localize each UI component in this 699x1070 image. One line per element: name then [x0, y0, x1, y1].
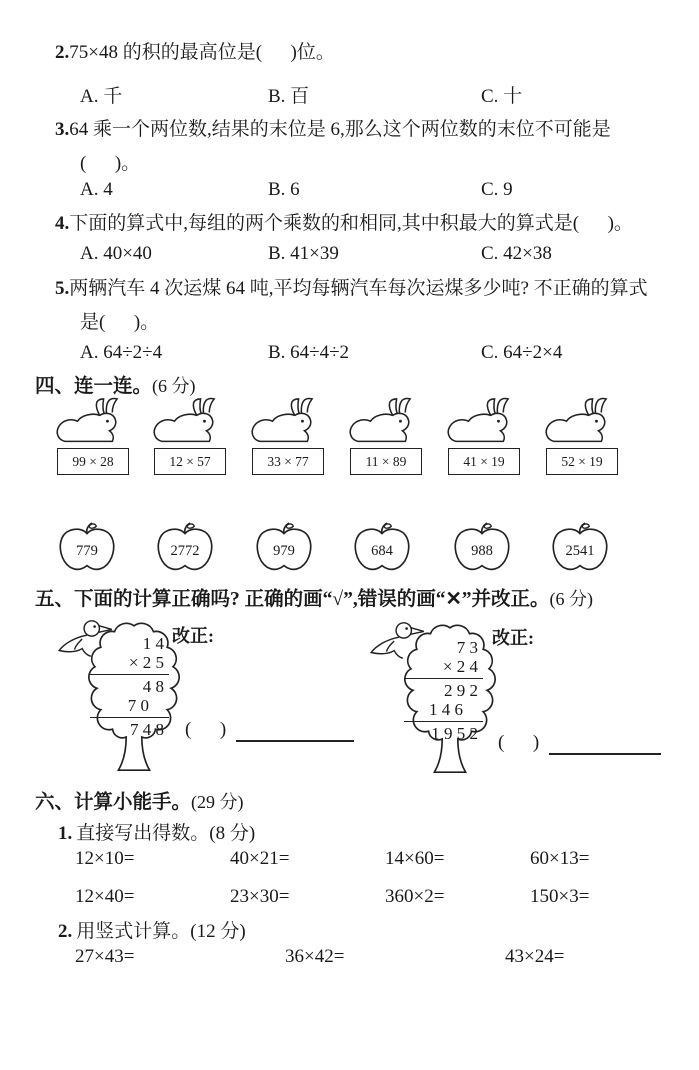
work-right-multiplicand: 7 3	[456, 638, 478, 657]
rabbit-row	[0, 397, 699, 477]
apple-number: 684	[371, 543, 393, 559]
oral-calc-expression: 360×2=	[385, 886, 445, 907]
question-4-option-a: A. 40×40	[80, 243, 152, 264]
work-right	[412, 638, 478, 743]
rabbit-sign: 99 × 28	[57, 448, 129, 475]
rabbit-item	[46, 397, 140, 475]
question-3-text-line1: 64 乘一个两位数,结果的末位是 6,那么这个两位数的末位不可能是	[69, 119, 611, 140]
question-5-text-line1: 两辆汽车 4 次运煤 64 吨,平均每辆汽车每次运煤多少吨? 不正确的算式	[69, 278, 648, 299]
question-5-text-line2: 是( )。	[80, 312, 160, 333]
question-4-option-c: C. 42×38	[481, 243, 552, 264]
work-left-multiplicand: 1 4	[142, 634, 164, 653]
question-3-option-c: C. 9	[481, 179, 513, 200]
rabbit-sign: 52 × 19	[546, 448, 618, 475]
question-5-option-b: B. 64÷4÷2	[268, 342, 350, 363]
section-6-score: (29 分)	[191, 792, 244, 812]
apple-number: 2541	[565, 543, 595, 559]
question-5-number: 5.	[55, 278, 70, 299]
work-left-multiplier: × 2 5	[128, 653, 164, 672]
apple-number: 988	[471, 543, 493, 559]
question-2-option-a: A. 千	[80, 86, 123, 107]
question-2-option-b: B. 百	[268, 86, 310, 107]
work-right-rule-2	[404, 721, 483, 722]
question-3-option-b: B. 6	[268, 179, 300, 200]
question-3-text-line2: ( )。	[80, 153, 141, 174]
sub-2-number: 2.	[58, 921, 73, 942]
work-left-rule-1	[90, 674, 169, 675]
column-calc-expression: 27×43=	[75, 946, 135, 967]
work-right-partial-2: 1 4 6	[429, 700, 463, 719]
column-calc-expression: 36×42=	[285, 946, 345, 967]
sub-2-title: 用竖式计算。(12 分)	[76, 921, 246, 942]
question-4	[55, 212, 633, 235]
work-left-partial-2: 7 0	[127, 696, 149, 715]
rabbit-icon	[539, 397, 623, 453]
question-4-option-b: B. 41×39	[268, 243, 339, 264]
apple-number: 779	[76, 543, 98, 559]
apple-number: 2772	[170, 543, 200, 559]
rabbit-icon	[441, 397, 525, 453]
question-2-number: 2.	[55, 42, 70, 63]
work-right-partial-1: 2 9 2	[444, 681, 478, 700]
column-calc-expression: 43×24=	[505, 946, 565, 967]
oral-calc-expression: 14×60=	[385, 848, 445, 869]
section-5-heading-text: 五、下面的计算正确吗? 正确的画“√”,错误的画“✕”并改正。	[35, 589, 550, 610]
work-right-multiplier: × 2 4	[442, 657, 478, 676]
oral-calc-expression: 12×40=	[75, 886, 135, 907]
apple-item	[551, 521, 609, 573]
question-4-text: 下面的算式中,每组的两个乘数的和相同,其中积最大的算式是( )。	[69, 213, 633, 234]
section-4-heading	[35, 370, 196, 398]
question-3-option-a: A. 4	[80, 179, 113, 200]
question-3-number: 3.	[55, 119, 70, 140]
work-left	[98, 634, 164, 739]
rabbit-sign: 41 × 19	[448, 448, 520, 475]
question-5-option-a: A. 64÷2÷4	[80, 342, 163, 363]
section-5-heading	[35, 583, 593, 611]
rabbit-sign: 33 × 77	[252, 448, 324, 475]
question-3	[55, 118, 611, 141]
rabbit-item	[437, 397, 531, 475]
rabbit-item	[339, 397, 433, 475]
correction-label-left: 改正:	[172, 626, 214, 646]
oral-calc-expression: 12×10=	[75, 848, 135, 869]
apple-item	[255, 521, 313, 573]
rabbit-icon	[245, 397, 329, 453]
rabbit-sign: 11 × 89	[350, 448, 422, 475]
work-left-partial-1: 4 8	[142, 677, 164, 696]
work-left-result: 7 4 8	[130, 720, 164, 739]
rabbit-sign: 12 × 57	[154, 448, 226, 475]
correction-label-right: 改正:	[492, 628, 534, 648]
question-5-option-c: C. 64÷2×4	[481, 342, 563, 363]
oral-calc-expression: 40×21=	[230, 848, 290, 869]
apple-row	[0, 521, 699, 579]
apple-item	[156, 521, 214, 573]
apple-item	[453, 521, 511, 573]
section-4-score: (6 分)	[152, 376, 196, 396]
section-6-heading-text: 六、计算小能手。	[35, 792, 192, 813]
question-2	[55, 41, 335, 64]
section-4-heading-text: 四、连一连。	[35, 376, 153, 397]
answer-line-left	[236, 740, 354, 742]
rabbit-icon	[343, 397, 427, 453]
question-5	[55, 277, 648, 300]
sub-1-title: 直接写出得数。(8 分)	[76, 823, 256, 844]
rabbit-item	[241, 397, 335, 475]
work-right-result: 1 9 5 2	[431, 724, 478, 743]
rabbit-item	[143, 397, 237, 475]
question-2-text: 75×48 的积的最高位是( )位。	[69, 42, 335, 63]
answer-paren-left: ( )	[185, 719, 227, 740]
section-6-heading	[35, 786, 244, 814]
oral-calc-expression: 150×3=	[530, 886, 590, 907]
apple-item	[353, 521, 411, 573]
answer-paren-right: ( )	[498, 732, 540, 753]
apple-number: 979	[273, 543, 295, 559]
section-6-sub-1-heading	[58, 818, 255, 845]
work-right-rule-1	[404, 678, 483, 679]
question-4-number: 4.	[55, 213, 70, 234]
oral-calc-expression: 60×13=	[530, 848, 590, 869]
section-5-score: (6 分)	[549, 589, 594, 609]
work-left-rule-2	[90, 717, 169, 718]
question-2-option-c: C. 十	[481, 86, 523, 107]
section-6-sub-2-heading	[58, 916, 246, 943]
answer-line-right	[549, 753, 661, 755]
sub-1-number: 1.	[58, 823, 73, 844]
apple-item	[58, 521, 116, 573]
rabbit-icon	[50, 397, 134, 453]
rabbit-item	[535, 397, 629, 475]
rabbit-icon	[147, 397, 231, 453]
oral-calc-expression: 23×30=	[230, 886, 290, 907]
